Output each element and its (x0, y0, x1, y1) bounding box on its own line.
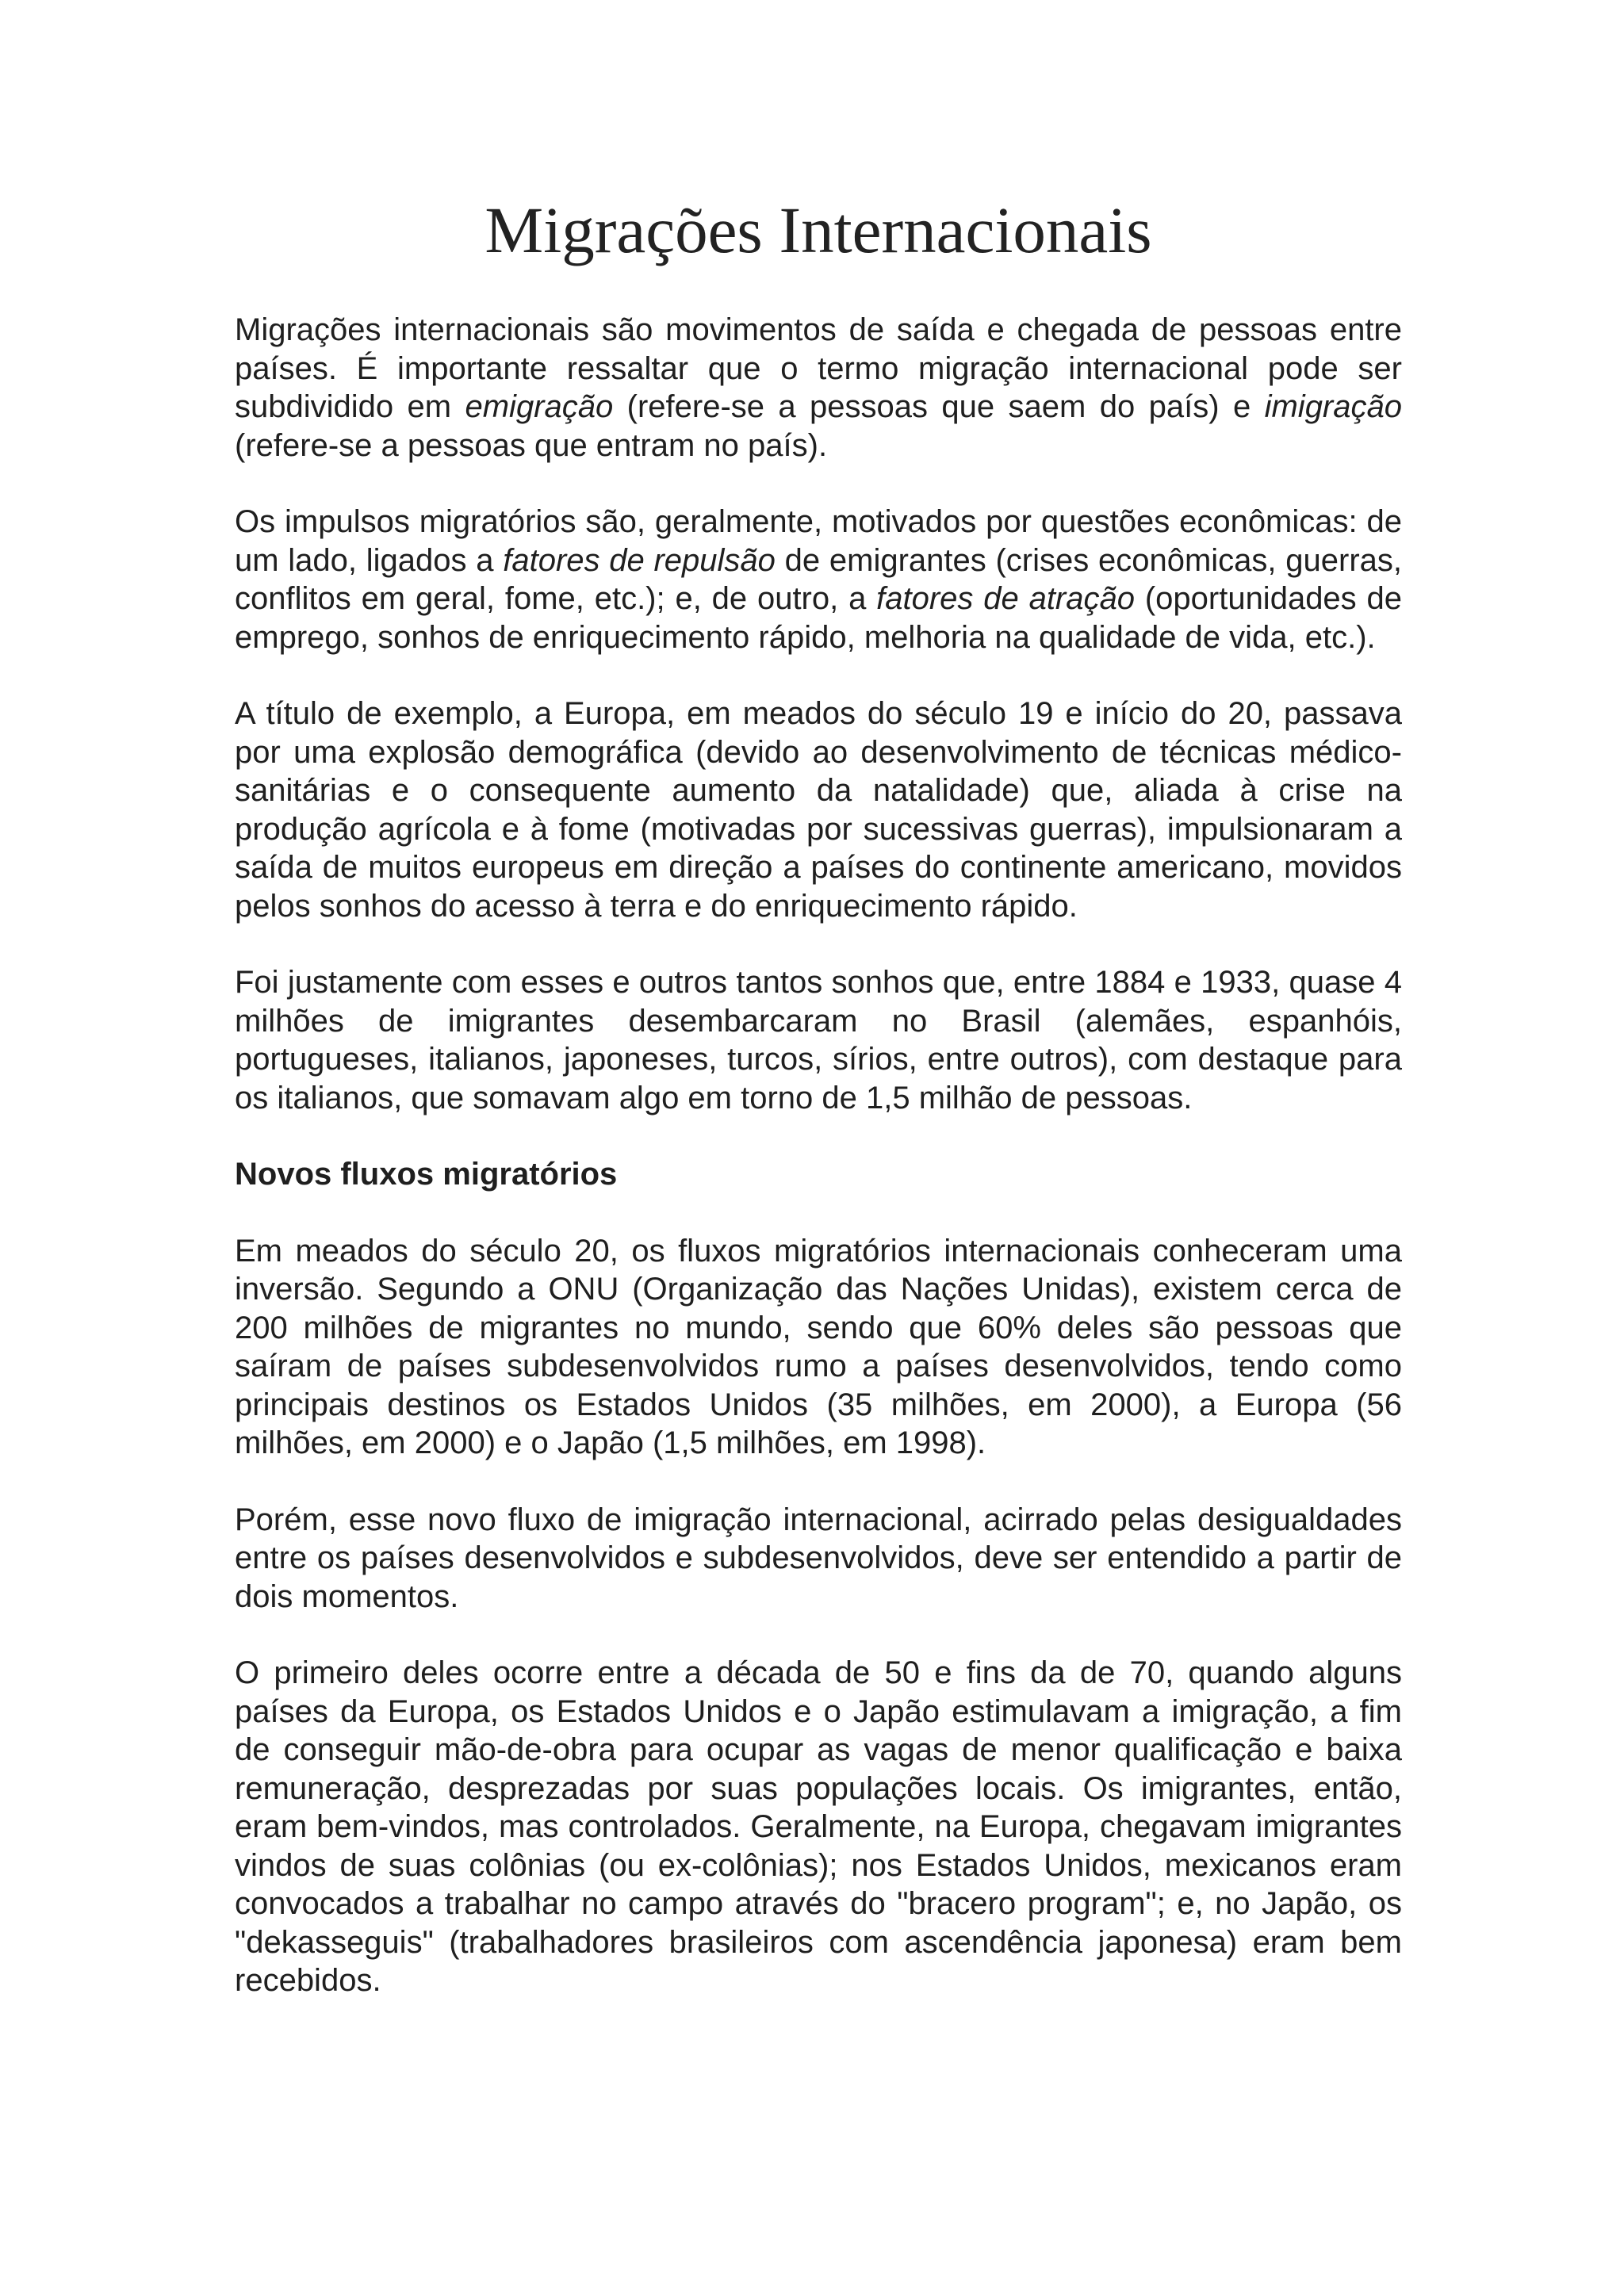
page-title: Migrações Internacionais (485, 193, 1152, 266)
paragraph-europa: A título de exemplo, a Europa, em meados do século 19 e início do 20, passava por uma explosão demográfica (devido ao desenvolvimento de técnicas médico-sanitárias e o consequente aumento da natalidade) que, aliada à crise na produção agrícola e à fome (motivadas por sucessivas guerras), impulsionaram a saída de muitos europeus em direção a países do continente americano, movidos pelos sonhos do acesso à terra e do enriquecimento rápido. (235, 696, 1402, 924)
term-fatores-repulsao: fatores de repulsão (503, 542, 776, 578)
paragraph-dois-momentos: Porém, esse novo fluxo de imigração internacional, acirrado pelas desigualdades entre os países desenvolvidos e subdesenvolvidos, deve ser entendido a partir de dois momentos. (235, 1502, 1402, 1614)
document-page (235, 190, 1402, 2038)
paragraph-impulsos-text-c: de emigrantes (crises econômicas, guerras, conflitos em geral, fome, etc.); e, de outro, a (235, 542, 1402, 616)
term-emigracao: emigração (465, 389, 614, 424)
paragraph-primeiro-momento: O primeiro deles ocorre entre a década de 50 e fins da de 70, quando alguns países da Europa, os Estados Unidos e o Japão estimulavam a imigração, a fim de conseguir mão-de-obra para ocupar as vagas de menor qualificação e baixa remuneração, desprezadas por suas populações locais. Os imigrantes, então, eram bem-vindos, mas controlados. Geralmente, na Europa, chegavam imigrantes vindos de suas colônias (ou ex-colônias); nos Estados Unidos, mexicanos eram convocados a trabalhar no campo através do "bracero program"; e, no Japão, os "dekasseguis" (trabalhadores brasileiros com ascendência japonesa) eram bem recebidos. (235, 1655, 1402, 1998)
paragraph-impulsos (235, 503, 1402, 656)
paragraph-intro (235, 311, 1402, 465)
paragraph-intro-text-e: (refere-se a pessoas que entram no país). (235, 427, 828, 463)
paragraph-intro-text-a: Migrações internacionais são movimentos de saída e chegada de pessoas entre países. É importante ressaltar que o termo migração internacional pode ser subdividido em (235, 312, 1402, 424)
term-fatores-atracao: fatores de atração (876, 581, 1135, 616)
term-imigracao: imigração (1264, 389, 1402, 424)
section-heading-novos-fluxos: Novos fluxos migratórios (235, 1157, 618, 1192)
paragraph-intro-text-c: (refere-se a pessoas que saem do país) e (613, 389, 1265, 424)
paragraph-impulsos-text-e: (oportunidades de emprego, sonhos de enriquecimento rápido, melhoria na qualidade de vida, etc.). (235, 581, 1403, 655)
paragraph-inversao: Em meados do século 20, os fluxos migratórios internacionais conheceram uma inversão. Segundo a ONU (Organização das Nações Unidas), existem cerca de 200 milhões de migrantes no mundo, sendo que 60% deles são pessoas que saíram de países subdesenvolvidos rumo a países desenvolvidos, tendo como principais destinos os Estados Unidos (35 milhões, em 2000), a Europa (56 milhões, em 2000) e o Japão (1,5 milhões, em 1998). (235, 1233, 1402, 1460)
paragraph-brasil: Foi justamente com esses e outros tantos sonhos que, entre 1884 e 1933, quase 4 milhões de imigrantes desembarcaram no Brasil (alemães, espanhóis, portugueses, italianos, japoneses, turcos, sírios, entre outros), com destaque para os italianos, que somavam algo em torno de 1,5 milhão de pessoas. (235, 965, 1402, 1115)
paragraph-impulsos-text-a: Os impulsos migratórios são, geralmente, motivados por questões econômicas: de um lado, ligados a (235, 504, 1402, 578)
